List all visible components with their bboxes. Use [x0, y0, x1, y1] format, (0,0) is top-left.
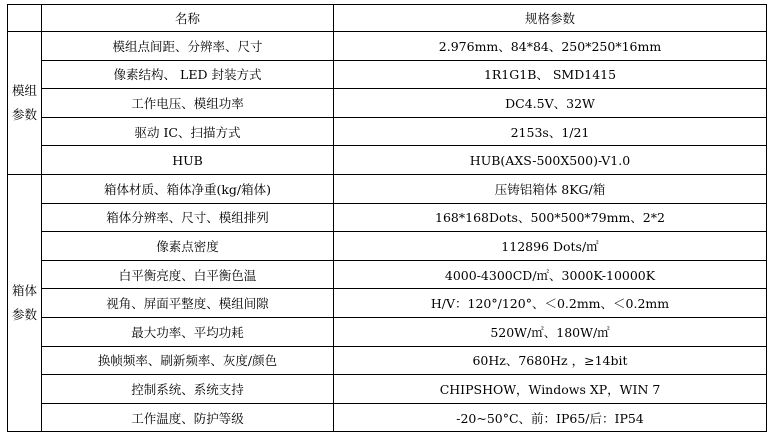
- header-group-cell: [8, 5, 42, 32]
- param-name: 箱体分辨率、尺寸、模组排列: [42, 203, 334, 232]
- param-name: 视角、屏面平整度、模组间隙: [42, 289, 334, 318]
- param-value: H/V：120°/120°、＜0.2mm、＜0.2mm: [334, 289, 767, 318]
- table-row: [8, 146, 767, 175]
- table-row: [8, 346, 767, 375]
- table-row: [8, 375, 767, 404]
- group-label-module: 模组参数: [8, 32, 42, 175]
- table-row: [8, 317, 767, 346]
- table-row: [8, 203, 767, 232]
- table-row: [8, 60, 767, 89]
- param-value: 60Hz、7680Hz ，≥14bit: [334, 346, 767, 375]
- param-value: 4000-4300CD/㎡、3000K-10000K: [334, 260, 767, 289]
- table-row: [8, 32, 767, 61]
- param-name: 白平衡亮度、白平衡色温: [42, 260, 334, 289]
- param-value: -20~50°C、前：IP65/后：IP54: [334, 403, 767, 432]
- param-value: 520W/㎡、180W/㎡: [334, 317, 767, 346]
- header-value-cell: 规格参数: [334, 5, 767, 32]
- param-name: 工作电压、模组功率: [42, 89, 334, 118]
- param-value: 168*168Dots、500*500*79mm、2*2: [334, 203, 767, 232]
- table-row: [8, 260, 767, 289]
- param-name: 驱动 IC、扫描方式: [42, 117, 334, 146]
- param-value: HUB(AXS-500X500)-V1.0: [334, 146, 767, 175]
- table-row: [8, 289, 767, 318]
- table-row: [8, 117, 767, 146]
- param-name: 工作温度、防护等级: [42, 403, 334, 432]
- table-row: [8, 232, 767, 261]
- param-name: 控制系统、系统支持: [42, 375, 334, 404]
- param-name: HUB: [42, 146, 334, 175]
- param-value: 2.976mm、84*84、250*250*16mm: [334, 32, 767, 61]
- header-name-cell: 名称: [42, 5, 334, 32]
- param-name: 模组点间距、分辨率、尺寸: [42, 32, 334, 61]
- param-name: 换帧频率、刷新频率、灰度/颜色: [42, 346, 334, 375]
- param-name: 像素点密度: [42, 232, 334, 261]
- group-label-cabinet: 箱体参数: [8, 174, 42, 431]
- param-value: CHIPSHOW，Windows XP，WIN 7: [334, 375, 767, 404]
- param-value: 1R1G1B、 SMD1415: [334, 60, 767, 89]
- table-row: [8, 403, 767, 432]
- table-header-row: [8, 5, 767, 32]
- spec-table: [7, 4, 767, 432]
- table-row: [8, 89, 767, 118]
- param-name: 像素结构、 LED 封装方式: [42, 60, 334, 89]
- param-value: DC4.5V、32W: [334, 89, 767, 118]
- param-value: 2153s、1/21: [334, 117, 767, 146]
- param-value: 112896 Dots/㎡: [334, 232, 767, 261]
- param-name: 箱体材质、箱体净重(kg/箱体): [42, 174, 334, 203]
- param-value: 压铸铝箱体 8KG/箱: [334, 174, 767, 203]
- param-name: 最大功率、平均功耗: [42, 317, 334, 346]
- table-row: [8, 174, 767, 203]
